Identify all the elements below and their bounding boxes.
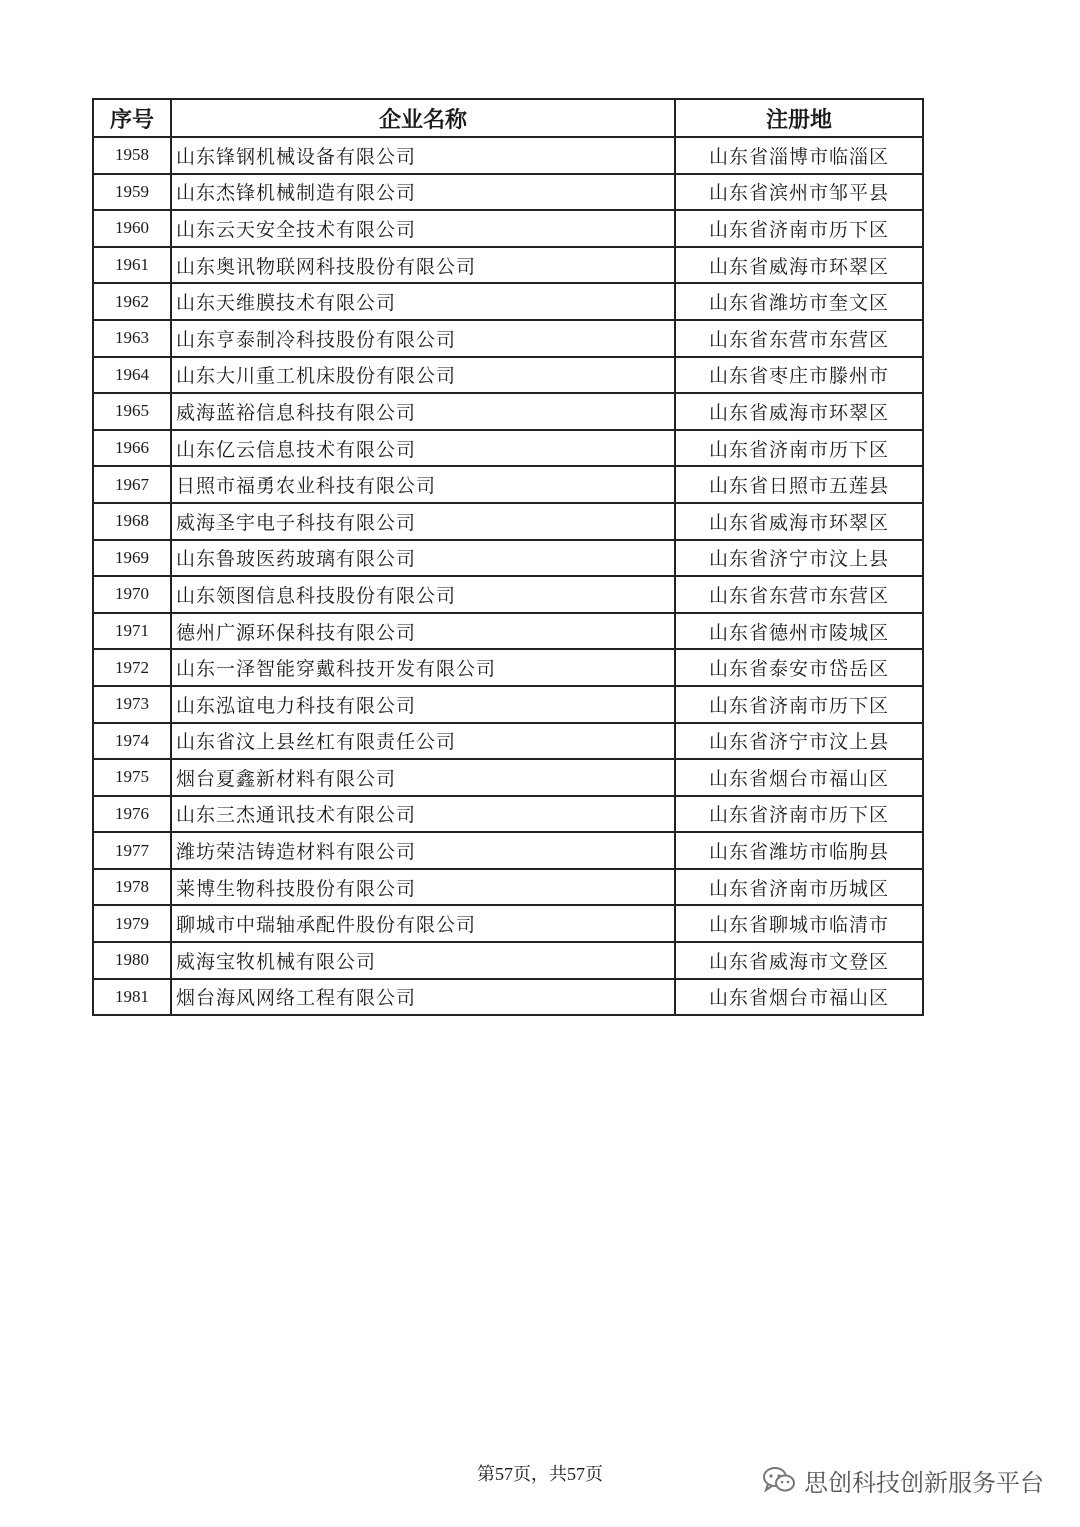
table-row [93, 466, 923, 503]
table-row [93, 137, 923, 174]
row-registration-place: 山东省济宁市汶上县 [675, 540, 923, 577]
row-registration-place: 山东省济南市历下区 [675, 686, 923, 723]
row-seq: 1975 [93, 759, 171, 796]
table-row [93, 503, 923, 540]
table-row [93, 430, 923, 467]
row-seq: 1977 [93, 832, 171, 869]
row-seq: 1963 [93, 320, 171, 357]
wechat-icon [762, 1465, 796, 1495]
row-seq: 1966 [93, 430, 171, 467]
row-seq: 1962 [93, 283, 171, 320]
table-header-row [93, 99, 923, 137]
row-seq: 1974 [93, 723, 171, 760]
table-body [93, 137, 923, 1015]
row-registration-place: 山东省济南市历下区 [675, 210, 923, 247]
row-seq: 1964 [93, 357, 171, 394]
row-seq: 1978 [93, 869, 171, 906]
row-registration-place: 山东省济宁市汶上县 [675, 723, 923, 760]
row-seq: 1980 [93, 942, 171, 979]
row-seq: 1968 [93, 503, 171, 540]
row-company-name: 威海宝牧机械有限公司 [171, 942, 675, 979]
row-company-name: 山东亿云信息技术有限公司 [171, 430, 675, 467]
row-company-name: 山东云天安全技术有限公司 [171, 210, 675, 247]
row-seq: 1972 [93, 649, 171, 686]
row-seq: 1971 [93, 613, 171, 650]
row-registration-place: 山东省潍坊市临朐县 [675, 832, 923, 869]
row-seq: 1976 [93, 796, 171, 833]
row-seq: 1965 [93, 393, 171, 430]
header-seq: 序号 [93, 99, 171, 137]
enterprise-table-container [92, 98, 922, 1016]
row-registration-place: 山东省济南市历下区 [675, 796, 923, 833]
row-company-name: 山东杰锋机械制造有限公司 [171, 174, 675, 211]
row-seq: 1973 [93, 686, 171, 723]
watermark [762, 1460, 1044, 1500]
row-company-name: 聊城市中瑞轴承配件股份有限公司 [171, 905, 675, 942]
row-registration-place: 山东省威海市环翠区 [675, 247, 923, 284]
table-row [93, 613, 923, 650]
table-row [93, 540, 923, 577]
page-number: 第57页，共57页 [477, 1464, 603, 1484]
table-row [93, 320, 923, 357]
row-company-name: 山东一泽智能穿戴科技开发有限公司 [171, 649, 675, 686]
table-row [93, 979, 923, 1016]
row-company-name: 山东泓谊电力科技有限公司 [171, 686, 675, 723]
row-registration-place: 山东省枣庄市滕州市 [675, 357, 923, 394]
row-company-name: 烟台夏鑫新材料有限公司 [171, 759, 675, 796]
row-company-name: 山东奥讯物联网科技股份有限公司 [171, 247, 675, 284]
table-row [93, 942, 923, 979]
row-registration-place: 山东省聊城市临清市 [675, 905, 923, 942]
row-seq: 1961 [93, 247, 171, 284]
table-row [93, 174, 923, 211]
row-registration-place: 山东省威海市文登区 [675, 942, 923, 979]
row-registration-place: 山东省济南市历下区 [675, 430, 923, 467]
row-registration-place: 山东省日照市五莲县 [675, 466, 923, 503]
table-row [93, 759, 923, 796]
table-row [93, 357, 923, 394]
table-row [93, 393, 923, 430]
table-row [93, 576, 923, 613]
row-company-name: 德州广源环保科技有限公司 [171, 613, 675, 650]
row-company-name: 山东亨泰制冷科技股份有限公司 [171, 320, 675, 357]
row-seq: 1979 [93, 905, 171, 942]
table-row [93, 247, 923, 284]
table-row [93, 796, 923, 833]
row-registration-place: 山东省威海市环翠区 [675, 503, 923, 540]
row-company-name: 山东锋钢机械设备有限公司 [171, 137, 675, 174]
row-company-name: 山东鲁玻医药玻璃有限公司 [171, 540, 675, 577]
row-company-name: 莱博生物科技股份有限公司 [171, 869, 675, 906]
row-company-name: 潍坊荣洁铸造材料有限公司 [171, 832, 675, 869]
table-row [93, 283, 923, 320]
row-seq: 1960 [93, 210, 171, 247]
row-registration-place: 山东省淄博市临淄区 [675, 137, 923, 174]
table-row [93, 649, 923, 686]
row-seq: 1981 [93, 979, 171, 1016]
row-company-name: 威海圣宇电子科技有限公司 [171, 503, 675, 540]
row-registration-place: 山东省东营市东营区 [675, 576, 923, 613]
row-company-name: 山东天维膜技术有限公司 [171, 283, 675, 320]
row-seq: 1969 [93, 540, 171, 577]
row-seq: 1970 [93, 576, 171, 613]
row-company-name: 烟台海风网络工程有限公司 [171, 979, 675, 1016]
row-company-name: 威海蓝裕信息科技有限公司 [171, 393, 675, 430]
row-registration-place: 山东省泰安市岱岳区 [675, 649, 923, 686]
table-row [93, 686, 923, 723]
table-row [93, 869, 923, 906]
header-name: 企业名称 [171, 99, 675, 137]
watermark-text: 思创科技创新服务平台 [804, 1468, 1044, 1497]
row-seq: 1967 [93, 466, 171, 503]
table-row [93, 723, 923, 760]
row-registration-place: 山东省德州市陵城区 [675, 613, 923, 650]
table-row [93, 905, 923, 942]
table-row [93, 832, 923, 869]
row-registration-place: 山东省烟台市福山区 [675, 759, 923, 796]
row-seq: 1958 [93, 137, 171, 174]
row-company-name: 山东三杰通讯技术有限公司 [171, 796, 675, 833]
row-registration-place: 山东省滨州市邹平县 [675, 174, 923, 211]
enterprise-table [92, 98, 924, 1016]
row-registration-place: 山东省威海市环翠区 [675, 393, 923, 430]
header-place: 注册地 [675, 99, 923, 137]
row-registration-place: 山东省潍坊市奎文区 [675, 283, 923, 320]
row-company-name: 山东领图信息科技股份有限公司 [171, 576, 675, 613]
row-seq: 1959 [93, 174, 171, 211]
row-company-name: 山东省汶上县丝杠有限责任公司 [171, 723, 675, 760]
row-registration-place: 山东省烟台市福山区 [675, 979, 923, 1016]
row-registration-place: 山东省东营市东营区 [675, 320, 923, 357]
row-company-name: 日照市福勇农业科技有限公司 [171, 466, 675, 503]
row-registration-place: 山东省济南市历城区 [675, 869, 923, 906]
table-row [93, 210, 923, 247]
row-company-name: 山东大川重工机床股份有限公司 [171, 357, 675, 394]
